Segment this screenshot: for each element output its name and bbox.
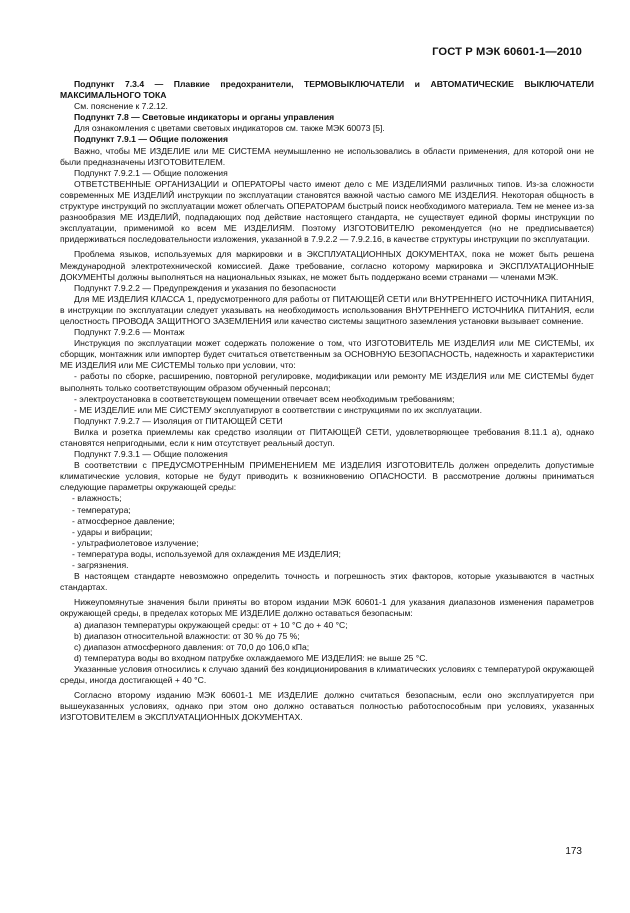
paragraph: - температура воды, используемой для охлаждения МЕ ИЗДЕЛИЯ; — [72, 548, 341, 559]
paragraph: В настоящем стандарте невозможно определить точность и погрешность этих факторов, которые указываются в частных стандартах. — [60, 571, 594, 593]
paragraph: Проблема языков, используемых для маркировки и в ЭКСПЛУАТАЦИОННЫХ ДОКУМЕНТАХ, пока не может быть решена Международной электротехнической комиссией. Даже требование, согласно которому маркировка и ЭКСПЛУАТАЦИОННЫЕ ДОКУМЕНТЫ должны выполняться на национальных языках, не может быть поддержано всеми странами — членами МЭК. — [60, 249, 594, 282]
paragraph: - МЕ ИЗДЕЛИЕ или МЕ СИСТЕМУ эксплуатируют в соответствии с инструкциями по их эксплуатации. — [74, 404, 482, 415]
paragraph: Подпункт 7.3.4 — Плавкие предохранители, ТЕРМОВЫКЛЮЧАТЕЛИ и АВТОМАТИЧЕСКИЕ ВЫКЛЮЧАТЕЛИ МАКСИМАЛЬНОГО ТОКА — [60, 79, 594, 101]
paragraph: - ультрафиолетовое излучение; — [72, 537, 199, 548]
document-header: ГОСТ Р МЭК 60601-1—2010 — [432, 46, 582, 58]
paragraph: Для МЕ ИЗДЕЛИЯ КЛАССА 1, предусмотренного для работы от ПИТАЮЩЕЙ СЕТИ или ВНУТРЕННЕГО ИСТОЧНИКА ПИТАНИЯ, в инструкции по эксплуатации следует указывать на необходимость использования ВНУТРЕННЕГО ИСТОЧНИКА ПИТАНИЯ, если целостность ПРОВОДА ЗАЩИТНОГО ЗАЗЕМЛЕНИЯ или качество системы защитного заземления установки вызывает сомнение. — [60, 293, 594, 326]
document-body — [60, 79, 594, 723]
paragraph: Согласно второму изданию МЭК 60601-1 МЕ ИЗДЕЛИЕ должно считаться безопасным, если оно эксплуатируется при вышеуказанных условиях, однако при этом оно должно оставаться полностью работоспособным при условиях, указанных ИЗГОТОВИТЕЛЕМ в ЭКСПЛУАТАЦИОННЫХ ДОКУМЕНТАХ. — [60, 690, 594, 723]
paragraph: Подпункт 7.9.2.2 — Предупреждения и указания по безопасности — [74, 282, 336, 293]
page-number: 173 — [565, 846, 582, 857]
paragraph: - работы по сборке, расширению, повторной регулировке, модификации или ремонту МЕ ИЗДЕЛИЯ или МЕ СИСТЕМЫ будет выполнять только соответствующим образом обученный персонал; — [60, 371, 594, 393]
paragraph: См. пояснение к 7.2.12. — [74, 101, 168, 112]
paragraph: Подпункт 7.9.2.7 — Изоляция от ПИТАЮЩЕЙ СЕТИ — [74, 415, 283, 426]
paragraph: - загрязнения. — [72, 560, 129, 571]
paragraph: d) температура воды во входном патрубке охлаждаемого МЕ ИЗДЕЛИЯ: не выше 25 °C. — [74, 652, 428, 663]
paragraph: Указанные условия относились к случаю зданий без кондиционирования в климатических условиях с температурой окружающей среды, иногда достигающей + 40 °C. — [60, 663, 594, 685]
paragraph: - электроустановка в соответствующем помещении отвечает всем необходимым требованиям; — [74, 393, 455, 404]
paragraph: Вилка и розетка приемлемы как средство изоляции от ПИТАЮЩЕЙ СЕТИ, удовлетворяющее требования 8.11.1 а), однако становятся непригодными, если к ним отсутствует реальный доступ. — [60, 426, 594, 448]
paragraph: Важно, чтобы МЕ ИЗДЕЛИЕ или МЕ СИСТЕМА неумышленно не использовались в области применения, для которой они не были предназначены ИЗГОТОВИТЕЛЕМ. — [60, 145, 594, 167]
paragraph: Подпункт 7.9.2.1 — Общие положения — [74, 167, 228, 178]
paragraph: - атмосферное давление; — [72, 515, 175, 526]
paragraph: В соответствии с ПРЕДУСМОТРЕННЫМ ПРИМЕНЕНИЕМ МЕ ИЗДЕЛИЯ ИЗГОТОВИТЕЛЬ должен определить допустимые климатические условия, которые не будут приводить к возникновению ОПАСНОСТИ. В рассмотрение должны приниматься следующие параметры окружающей среды: — [60, 460, 594, 493]
paragraph: ОТВЕТСТВЕННЫЕ ОРГАНИЗАЦИИ и ОПЕРАТОРЫ часто имеют дело с МЕ ИЗДЕЛИЯМИ различных типов. Из-за сложности современных МЕ ИЗДЕЛИЙ инструкции по эксплуатации становятся важной частью самого МЕ ИЗДЕЛИЯ. Некоторая общность в структуре инструкций по эксплуатации может облегчать ОПЕРАТОРАМ быстрый поиск необходимого материала. Тем не менее из-за разнообразия МЕ ИЗДЕЛИЙ, подпадающих под действие настоящего стандарта, не существует единой формы инструкции по эксплуатации, применимой ко всем МЕ ИЗДЕЛИЯМ. Поэтому ИЗГОТОВИТЕЛЮ рекомендуется (но не предписывается) придерживаться последовательности изложения, указанной в 7.9.2.2 — 7.9.2.16, в качестве структуры инструкции по эксплуатации. — [60, 178, 594, 245]
paragraph: Подпункт 7.9.3.1 — Общие положения — [74, 449, 228, 460]
paragraph: Подпункт 7.8 — Световые индикаторы и органы управления — [74, 112, 335, 123]
paragraph: b) диапазон относительной влажности: от 30 % до 75 %; — [74, 630, 300, 641]
paragraph: - температура; — [72, 504, 131, 515]
paragraph: Подпункт 7.9.1 — Общие положения — [74, 134, 228, 145]
paragraph: Для ознакомления с цветами световых индикаторов см. также МЭК 60073 [5]. — [74, 123, 385, 134]
paragraph: а) диапазон температуры окружающей среды: от + 10 °C до + 40 °C; — [74, 619, 348, 630]
paragraph: с) диапазон атмосферного давления: от 70,0 до 106,0 кПа; — [74, 641, 310, 652]
paragraph: Подпункт 7.9.2.6 — Монтаж — [74, 327, 185, 338]
paragraph: Инструкция по эксплуатации может содержать положение о том, что ИЗГОТОВИТЕЛЬ МЕ ИЗДЕЛИЯ или МЕ СИСТЕМЫ, их сборщик, монтажник или импортер будет считаться ответственным за ОСНОВНУЮ БЕЗОПАСНОСТЬ, надежность и характеристики МЕ ИЗДЕЛИЯ или МЕ СИСТЕМЫ только при условии, что: — [60, 338, 594, 371]
paragraph: Нижеупомянутые значения были приняты во втором издании МЭК 60601-1 для указания диапазонов изменения параметров окружающей среды, в пределах которых МЕ ИЗДЕЛИЕ должно оставаться безопасным: — [60, 597, 594, 619]
paragraph: - удары и вибрации; — [72, 526, 153, 537]
paragraph: - влажность; — [72, 493, 122, 504]
